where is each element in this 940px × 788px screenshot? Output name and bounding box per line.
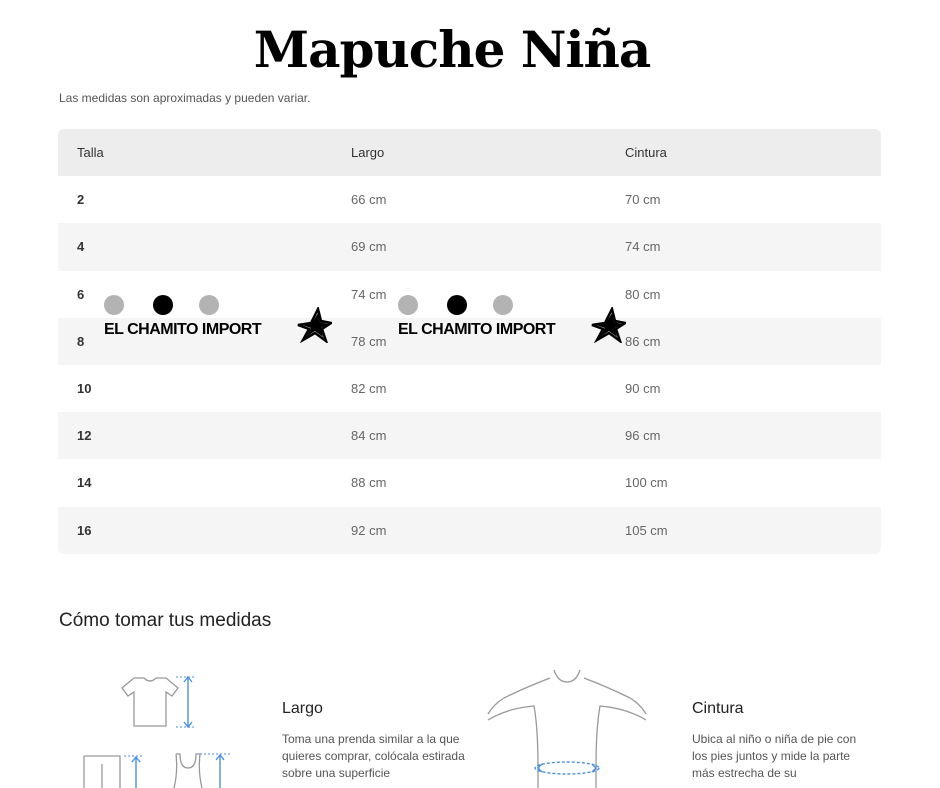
cintura-cell: 74 cm	[625, 239, 661, 255]
largo-cell: 78 cm	[351, 333, 387, 349]
size-cell: 4	[77, 239, 85, 255]
star-icon	[590, 307, 626, 343]
page-title: Mapuche Niña	[253, 20, 651, 79]
table-row	[58, 412, 881, 459]
section-title: Cómo tomar tus medidas	[59, 610, 272, 631]
watermark-logo	[398, 295, 628, 345]
size-cell: 12	[77, 428, 92, 444]
size-cell: 16	[77, 522, 92, 538]
size-cell: 6	[77, 286, 85, 302]
largo-cell: 82 cm	[351, 381, 387, 397]
header-cintura: Cintura	[625, 145, 667, 161]
cintura-cell: 90 cm	[625, 381, 661, 397]
cintura-cell: 86 cm	[625, 333, 661, 349]
largo-cell: 74 cm	[351, 286, 387, 302]
largo-cell: 69 cm	[351, 239, 387, 255]
body-waist-illustration	[484, 668, 650, 788]
table-header-row	[58, 129, 881, 176]
watermark-dot	[104, 295, 124, 315]
watermark-dot	[199, 295, 219, 315]
table-row	[58, 223, 881, 270]
table-row	[58, 365, 881, 412]
largo-text: Toma una prenda similar a la que quieres comprar, colócala estirada sobre una superficie	[282, 732, 465, 780]
cintura-cell: 100 cm	[625, 475, 668, 491]
cintura-cell: 70 cm	[625, 192, 661, 208]
subtitle: Las medidas son aproximadas y pueden variar.	[59, 91, 311, 105]
size-cell: 10	[77, 381, 92, 397]
largo-title: Largo	[282, 700, 323, 717]
watermark-dot	[398, 295, 418, 315]
star-icon	[296, 307, 332, 343]
header-talla: Talla	[77, 145, 104, 161]
size-cell: 2	[77, 192, 85, 208]
cintura-text: Ubica al niño o niña de pie con los pies juntos y mide la parte más estrecha de su	[692, 732, 857, 780]
header-largo: Largo	[351, 145, 385, 161]
watermark-dot	[447, 295, 467, 315]
table-row	[58, 459, 881, 506]
watermark-text: EL CHAMITO IMPORT	[104, 321, 262, 338]
watermark-dot	[153, 295, 173, 315]
watermark-text: EL CHAMITO IMPORT	[398, 321, 556, 338]
largo-cell: 66 cm	[351, 192, 387, 208]
largo-cell: 92 cm	[351, 522, 387, 538]
size-cell: 8	[77, 333, 85, 349]
largo-cell: 88 cm	[351, 475, 387, 491]
largo-cell: 84 cm	[351, 428, 387, 444]
cintura-cell: 105 cm	[625, 522, 668, 538]
cintura-cell: 80 cm	[625, 286, 661, 302]
size-cell: 14	[77, 475, 92, 491]
cintura-title: Cintura	[692, 700, 744, 717]
table-row	[58, 507, 881, 554]
table-row	[58, 176, 881, 223]
watermark-logo	[104, 295, 334, 345]
garment-measure-illustration	[80, 672, 240, 788]
cintura-cell: 96 cm	[625, 428, 661, 444]
watermark-dot	[493, 295, 513, 315]
